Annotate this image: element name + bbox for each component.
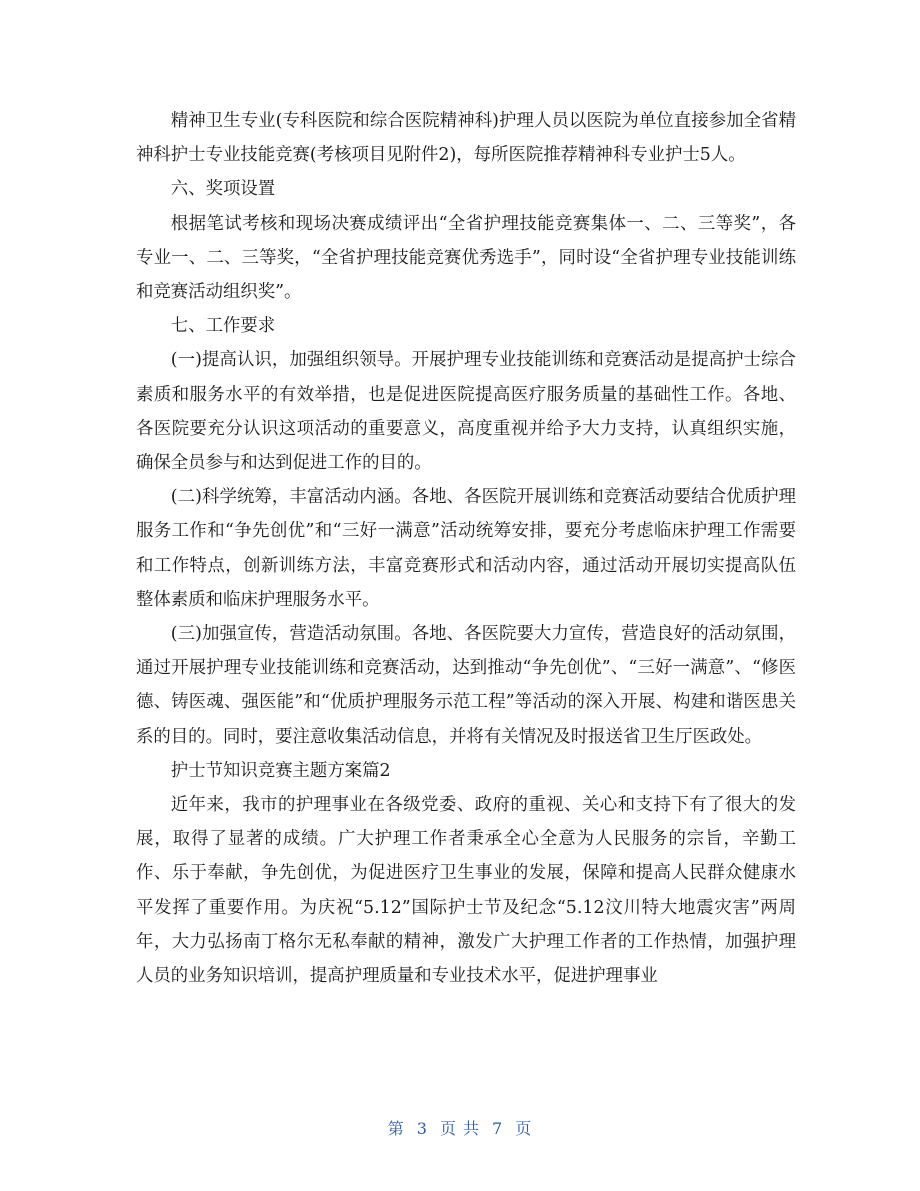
section-heading: 六、奖项设置 xyxy=(170,179,276,200)
paragraph: (二)科学统筹，丰富活动内涵。各地、各医院开展训练和竞赛活动要结合优质护理服务工作和“争先创优”和“三好一满意”活动统筹安排，要充分考虑临床护理工作需要和工作特点，创新训练方法，丰富竞赛形式和活动内容，通过活动开展切实提高队伍整体素质和临床护理服务水平。 xyxy=(136,487,796,610)
total-page-number: 7 xyxy=(492,1119,504,1138)
paragraph: 近年来，我市的护理事业在各级党委、政府的重视、关心和支持下有了很大的发展，取得了显著的成绩。广大护理工作者秉承全心全意为人民服务的宗旨，辛勤工作、乐于奉献，争先创优，为促进医疗卫生事业的发展，保障和提高人民群众健康水平发挥了重要作用。为庆祝“5.12”国际护士节及纪念“5.12汶川特大地震灾害”两周年，大力弘扬南丁格尔无私奉献的精神，激发广大护理工作者的工作热情，加强护理人员的业务知识培训，提高护理质量和专业技术水平，促进护理事业 xyxy=(136,795,796,987)
section-heading: 护士节知识竞赛主题方案篇2 xyxy=(170,760,391,781)
footer-prefix: 第 xyxy=(387,1119,405,1138)
page-number-footer xyxy=(0,1116,920,1139)
paragraph: 根据笔试考核和现场决赛成绩评出“全省护理技能竞赛集体一、二、三等奖”，各专业一、二、三等奖，“全省护理技能竞赛优秀选手”，同时设“全省护理专业技能训练和竞赛活动组织奖”。 xyxy=(136,213,796,303)
current-page-number: 3 xyxy=(416,1119,428,1138)
footer-middle: 页 共 xyxy=(439,1119,481,1138)
paragraph: (一)提高认识，加强组织领导。开展护理专业技能训练和竞赛活动是提高护士综合素质和服务水平的有效举措，也是促进医院提高医疗服务质量的基础性工作。各地、各医院要充分认识这项活动的重要意义，高度重视并给予大力支持，认真组织实施，确保全员参与和达到促进工作的目的。 xyxy=(136,350,796,474)
paragraph: (三)加强宣传，营造活动氛围。各地、各医院要大力宣传，营造良好的活动氛围，通过开展护理专业技能训练和竞赛活动，达到推动“争先创优”、“三好一满意”、“修医德、铸医魂、强医能”和“优质护理服务示范工程”等活动的深入开展、构建和谐医患关系的目的。同时，要注意收集活动信息，并将有关情况及时报送省卫生厅医政处。 xyxy=(136,624,796,747)
paragraph: 精神卫生专业(专科医院和综合医院精神科)护理人员以医院为单位直接参加全省精神科护士专业技能竞赛(考核项目见附件2)，每所医院推荐精神科专业护士5人。 xyxy=(136,111,796,166)
footer-suffix: 页 xyxy=(515,1119,533,1138)
document-body xyxy=(136,104,796,993)
section-heading: 七、工作要求 xyxy=(170,316,276,337)
